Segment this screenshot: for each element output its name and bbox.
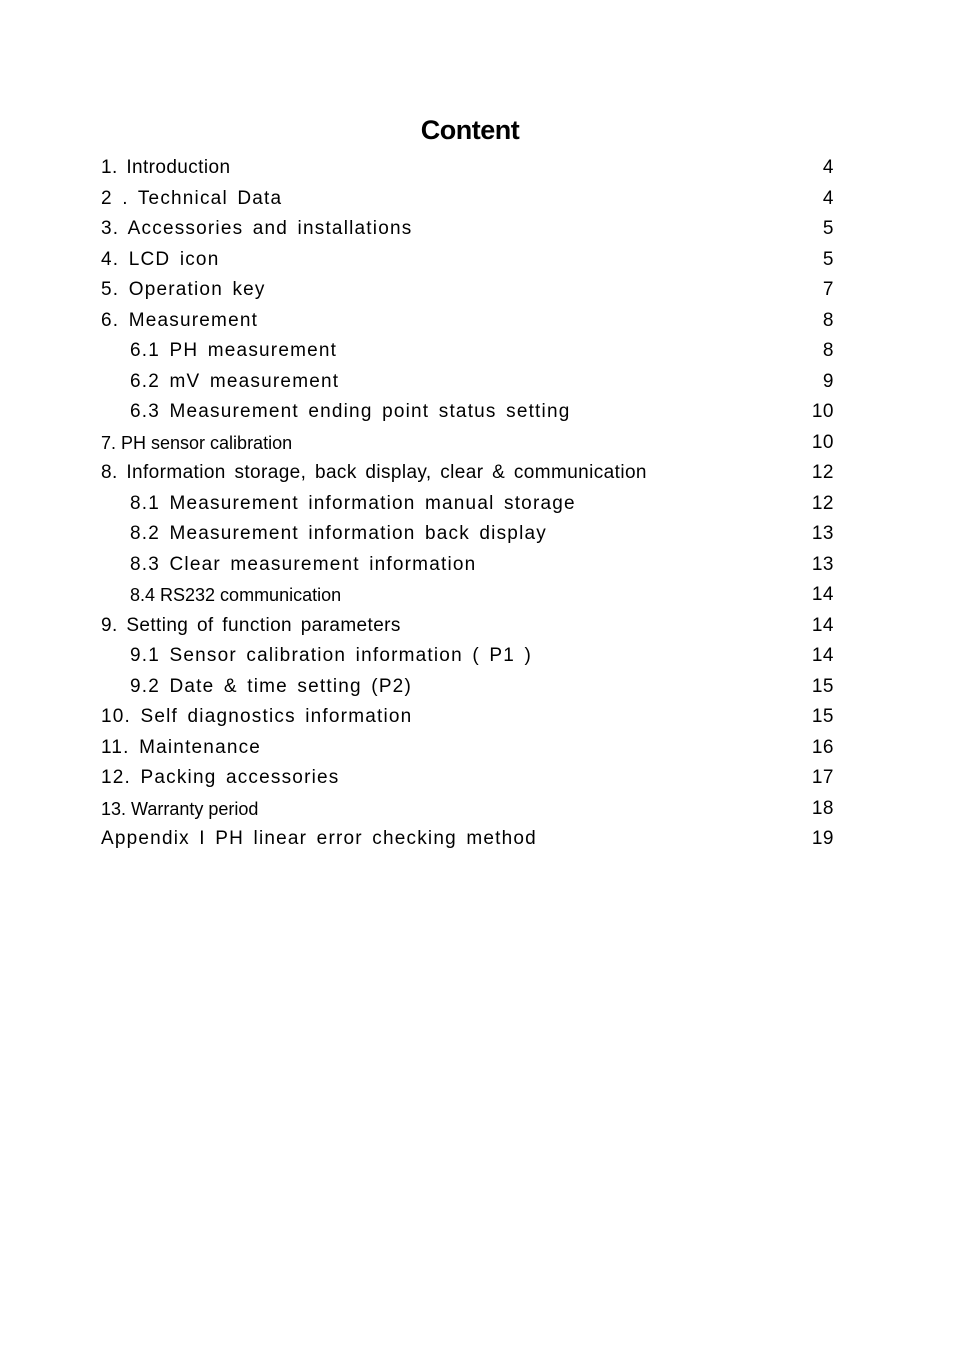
toc-entry[interactable] [101, 214, 834, 245]
toc-entry-label: 2 . Technical Data [101, 187, 283, 209]
toc-entry[interactable] [101, 733, 834, 764]
toc-subentry[interactable] [101, 672, 834, 703]
toc-entry-label: 7. PH sensor calibration [101, 432, 293, 453]
toc-subentry[interactable] [101, 336, 834, 367]
toc-entry-label: 6.2 mV measurement [130, 370, 340, 392]
toc-entry-page: 13 [811, 553, 834, 575]
toc-entry-label: 8.4 RS232 communication [130, 585, 342, 606]
toc-subentry[interactable] [101, 641, 834, 672]
toc-entry-page: 18 [811, 797, 834, 819]
toc-entry[interactable] [101, 458, 834, 489]
toc-entry[interactable] [101, 245, 834, 276]
toc-entry[interactable] [101, 428, 834, 459]
toc-entry-label: 12. Packing accessories [101, 767, 340, 789]
toc-entry[interactable] [101, 702, 834, 733]
toc-entry[interactable] [101, 824, 834, 855]
toc-entry[interactable] [101, 153, 834, 184]
toc-entry-label: 4. LCD icon [101, 248, 220, 270]
toc-entry-label: 5. Operation key [101, 279, 266, 301]
toc-entry-page: 14 [811, 584, 834, 606]
toc-entry-page: 5 [822, 218, 834, 240]
toc-entry-label: 8.2 Measurement information back display [130, 523, 547, 545]
toc-entry-page: 14 [811, 614, 834, 636]
toc-entry-page: 10 [811, 431, 834, 453]
toc-entry-label: 8.3 Clear measurement information [130, 553, 477, 575]
toc-entry-page: 14 [811, 645, 834, 667]
toc-entry[interactable] [101, 794, 834, 825]
toc-entry-page: 16 [811, 736, 834, 758]
toc-subentry[interactable] [101, 550, 834, 581]
toc-subentry[interactable] [101, 397, 834, 428]
toc-entry-page: 19 [811, 828, 834, 850]
toc-entry-label: 1. Introduction [101, 157, 231, 179]
toc-subentry[interactable] [101, 489, 834, 520]
toc-entry-label: 11. Maintenance [101, 736, 262, 758]
toc-entry-label: 6. Measurement [101, 309, 259, 331]
toc-entry-page: 8 [822, 309, 834, 331]
table-of-contents [101, 153, 834, 855]
page-title: Content [420, 115, 520, 145]
toc-entry-page: 10 [811, 401, 834, 423]
toc-entry[interactable] [101, 184, 834, 215]
toc-entry-page: 12 [811, 462, 834, 484]
toc-subentry[interactable] [101, 519, 834, 550]
toc-entry[interactable] [101, 763, 834, 794]
toc-entry-label: 9.1 Sensor calibration information ( P1 ) [130, 645, 532, 667]
toc-entry-page: 5 [822, 248, 834, 270]
toc-entry[interactable] [101, 306, 834, 337]
toc-entry-page: 7 [822, 279, 834, 301]
toc-entry-page: 13 [811, 523, 834, 545]
toc-entry-label: 9. Setting of function parameters [101, 614, 401, 636]
toc-subentry[interactable] [101, 580, 834, 611]
toc-entry-label: Appendix I PH linear error checking method [101, 828, 537, 850]
toc-entry-page: 4 [822, 187, 834, 209]
toc-entry-page: 12 [811, 492, 834, 514]
toc-entry-label: 3. Accessories and installations [101, 218, 413, 240]
toc-entry-label: 13. Warranty period [101, 798, 259, 819]
toc-entry-page: 17 [811, 767, 834, 789]
toc-entry[interactable] [101, 275, 834, 306]
toc-entry-page: 15 [811, 706, 834, 728]
toc-entry-label: 9.2 Date & time setting (P2) [130, 675, 412, 697]
toc-subentry[interactable] [101, 367, 834, 398]
toc-entry-label: 8.1 Measurement information manual storage [130, 492, 576, 514]
toc-entry-page: 9 [822, 370, 834, 392]
toc-entry-label: 6.3 Measurement ending point status setting [130, 401, 571, 423]
toc-entry-page: 4 [822, 157, 834, 179]
toc-entry-label: 8. Information storage, back display, clear & communication [101, 462, 647, 484]
toc-entry[interactable] [101, 611, 834, 642]
toc-entry-label: 6.1 PH measurement [130, 340, 338, 362]
toc-entry-page: 8 [822, 340, 834, 362]
toc-entry-label: 10. Self diagnostics information [101, 706, 413, 728]
toc-entry-page: 15 [811, 675, 834, 697]
